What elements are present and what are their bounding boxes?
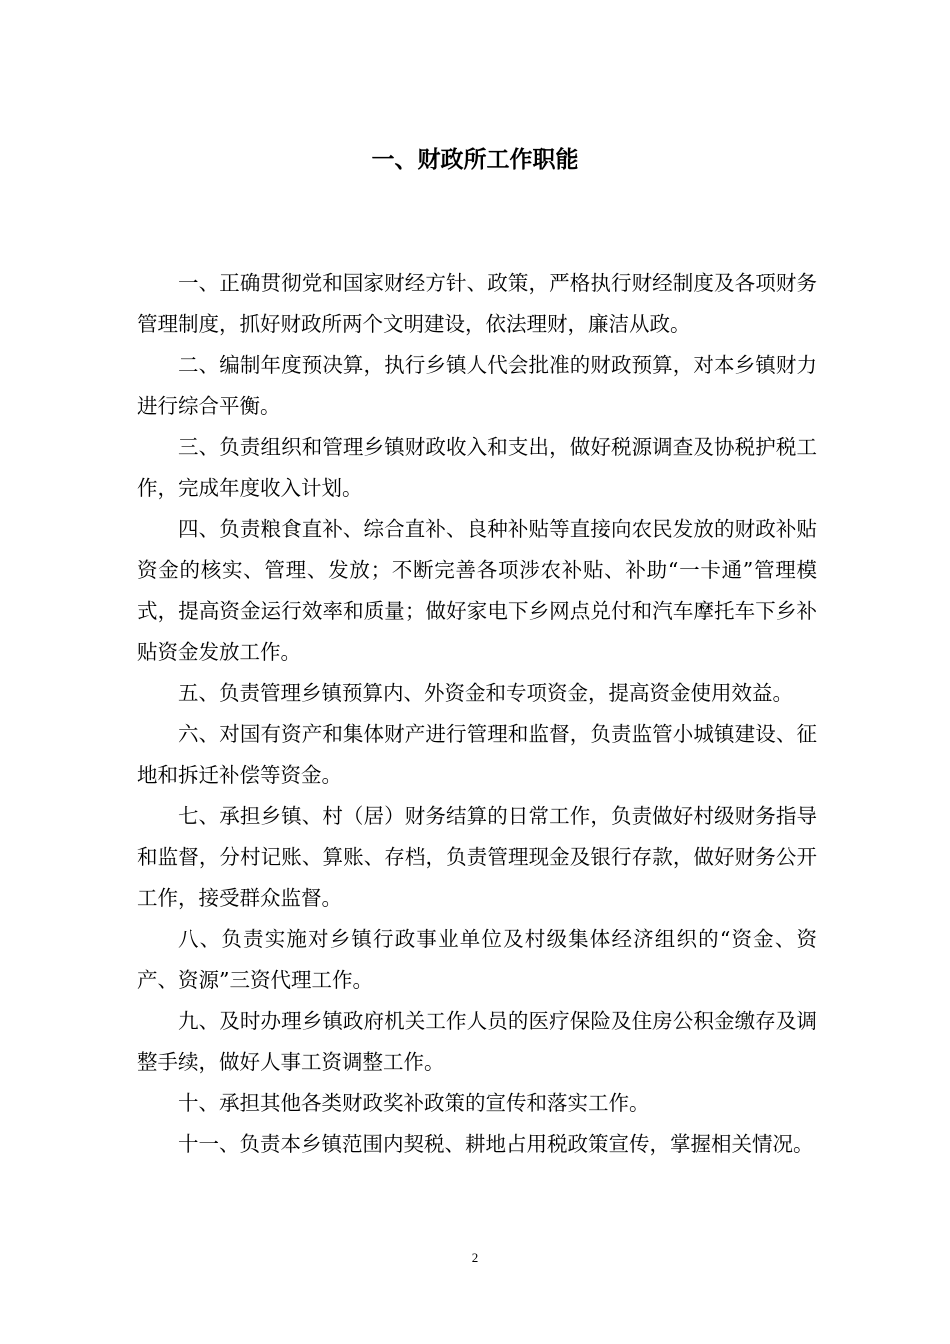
paragraph-2: 二、编制年度预决算，执行乡镇人代会批准的财政预算，对本乡镇财力进行综合平衡。: [137, 353, 817, 418]
page-title: 一、财政所工作职能: [371, 147, 579, 173]
paragraph-4: 四、负责粮食直补、综合直补、良种补贴等直接向农民发放的财政补贴资金的核实、管理、发放；不断完善各项涉农补贴、补助“一卡通”管理模式，提高资金运行效率和质量；做好家电下乡网点兑付和汽车摩托车下乡补贴资金发放工作。: [137, 517, 817, 664]
page-number: 2: [471, 1250, 479, 1265]
paragraph-9: 九、及时办理乡镇政府机关工作人员的医疗保险及住房公积金缴存及调整手续，做好人事工资调整工作。: [137, 1009, 817, 1074]
document-body: [137, 263, 817, 1165]
paragraph-11: 十一、负责本乡镇范围内契税、耕地占用税政策宣传，掌握相关情况。: [178, 1132, 814, 1156]
paragraph-8: 八、负责实施对乡镇行政事业单位及村级集体经济组织的“资金、资产、资源”三资代理工作。: [137, 927, 817, 992]
paragraph-1: 一、正确贯彻党和国家财经方针、政策，严格执行财经制度及各项财务管理制度，抓好财政所两个文明建设，依法理财，廉洁从政。: [137, 271, 817, 336]
paragraph-5: 五、负责管理乡镇预算内、外资金和专项资金，提高资金使用效益。: [178, 681, 793, 705]
paragraph-7: 七、承担乡镇、村（居）财务结算的日常工作，负责做好村级财务指导和监督，分村记账、算账、存档，负责管理现金及银行存款，做好财务公开工作，接受群众监督。: [137, 804, 817, 910]
paragraph-6: 六、对国有资产和集体财产进行管理和监督，负责监管小城镇建设、征地和拆迁补偿等资金。: [137, 722, 817, 787]
paragraph-10: 十、承担其他各类财政奖补政策的宣传和落实工作。: [178, 1091, 650, 1115]
paragraph-3: 三、负责组织和管理乡镇财政收入和支出，做好税源调查及协税护税工作，完成年度收入计划。: [137, 435, 817, 500]
